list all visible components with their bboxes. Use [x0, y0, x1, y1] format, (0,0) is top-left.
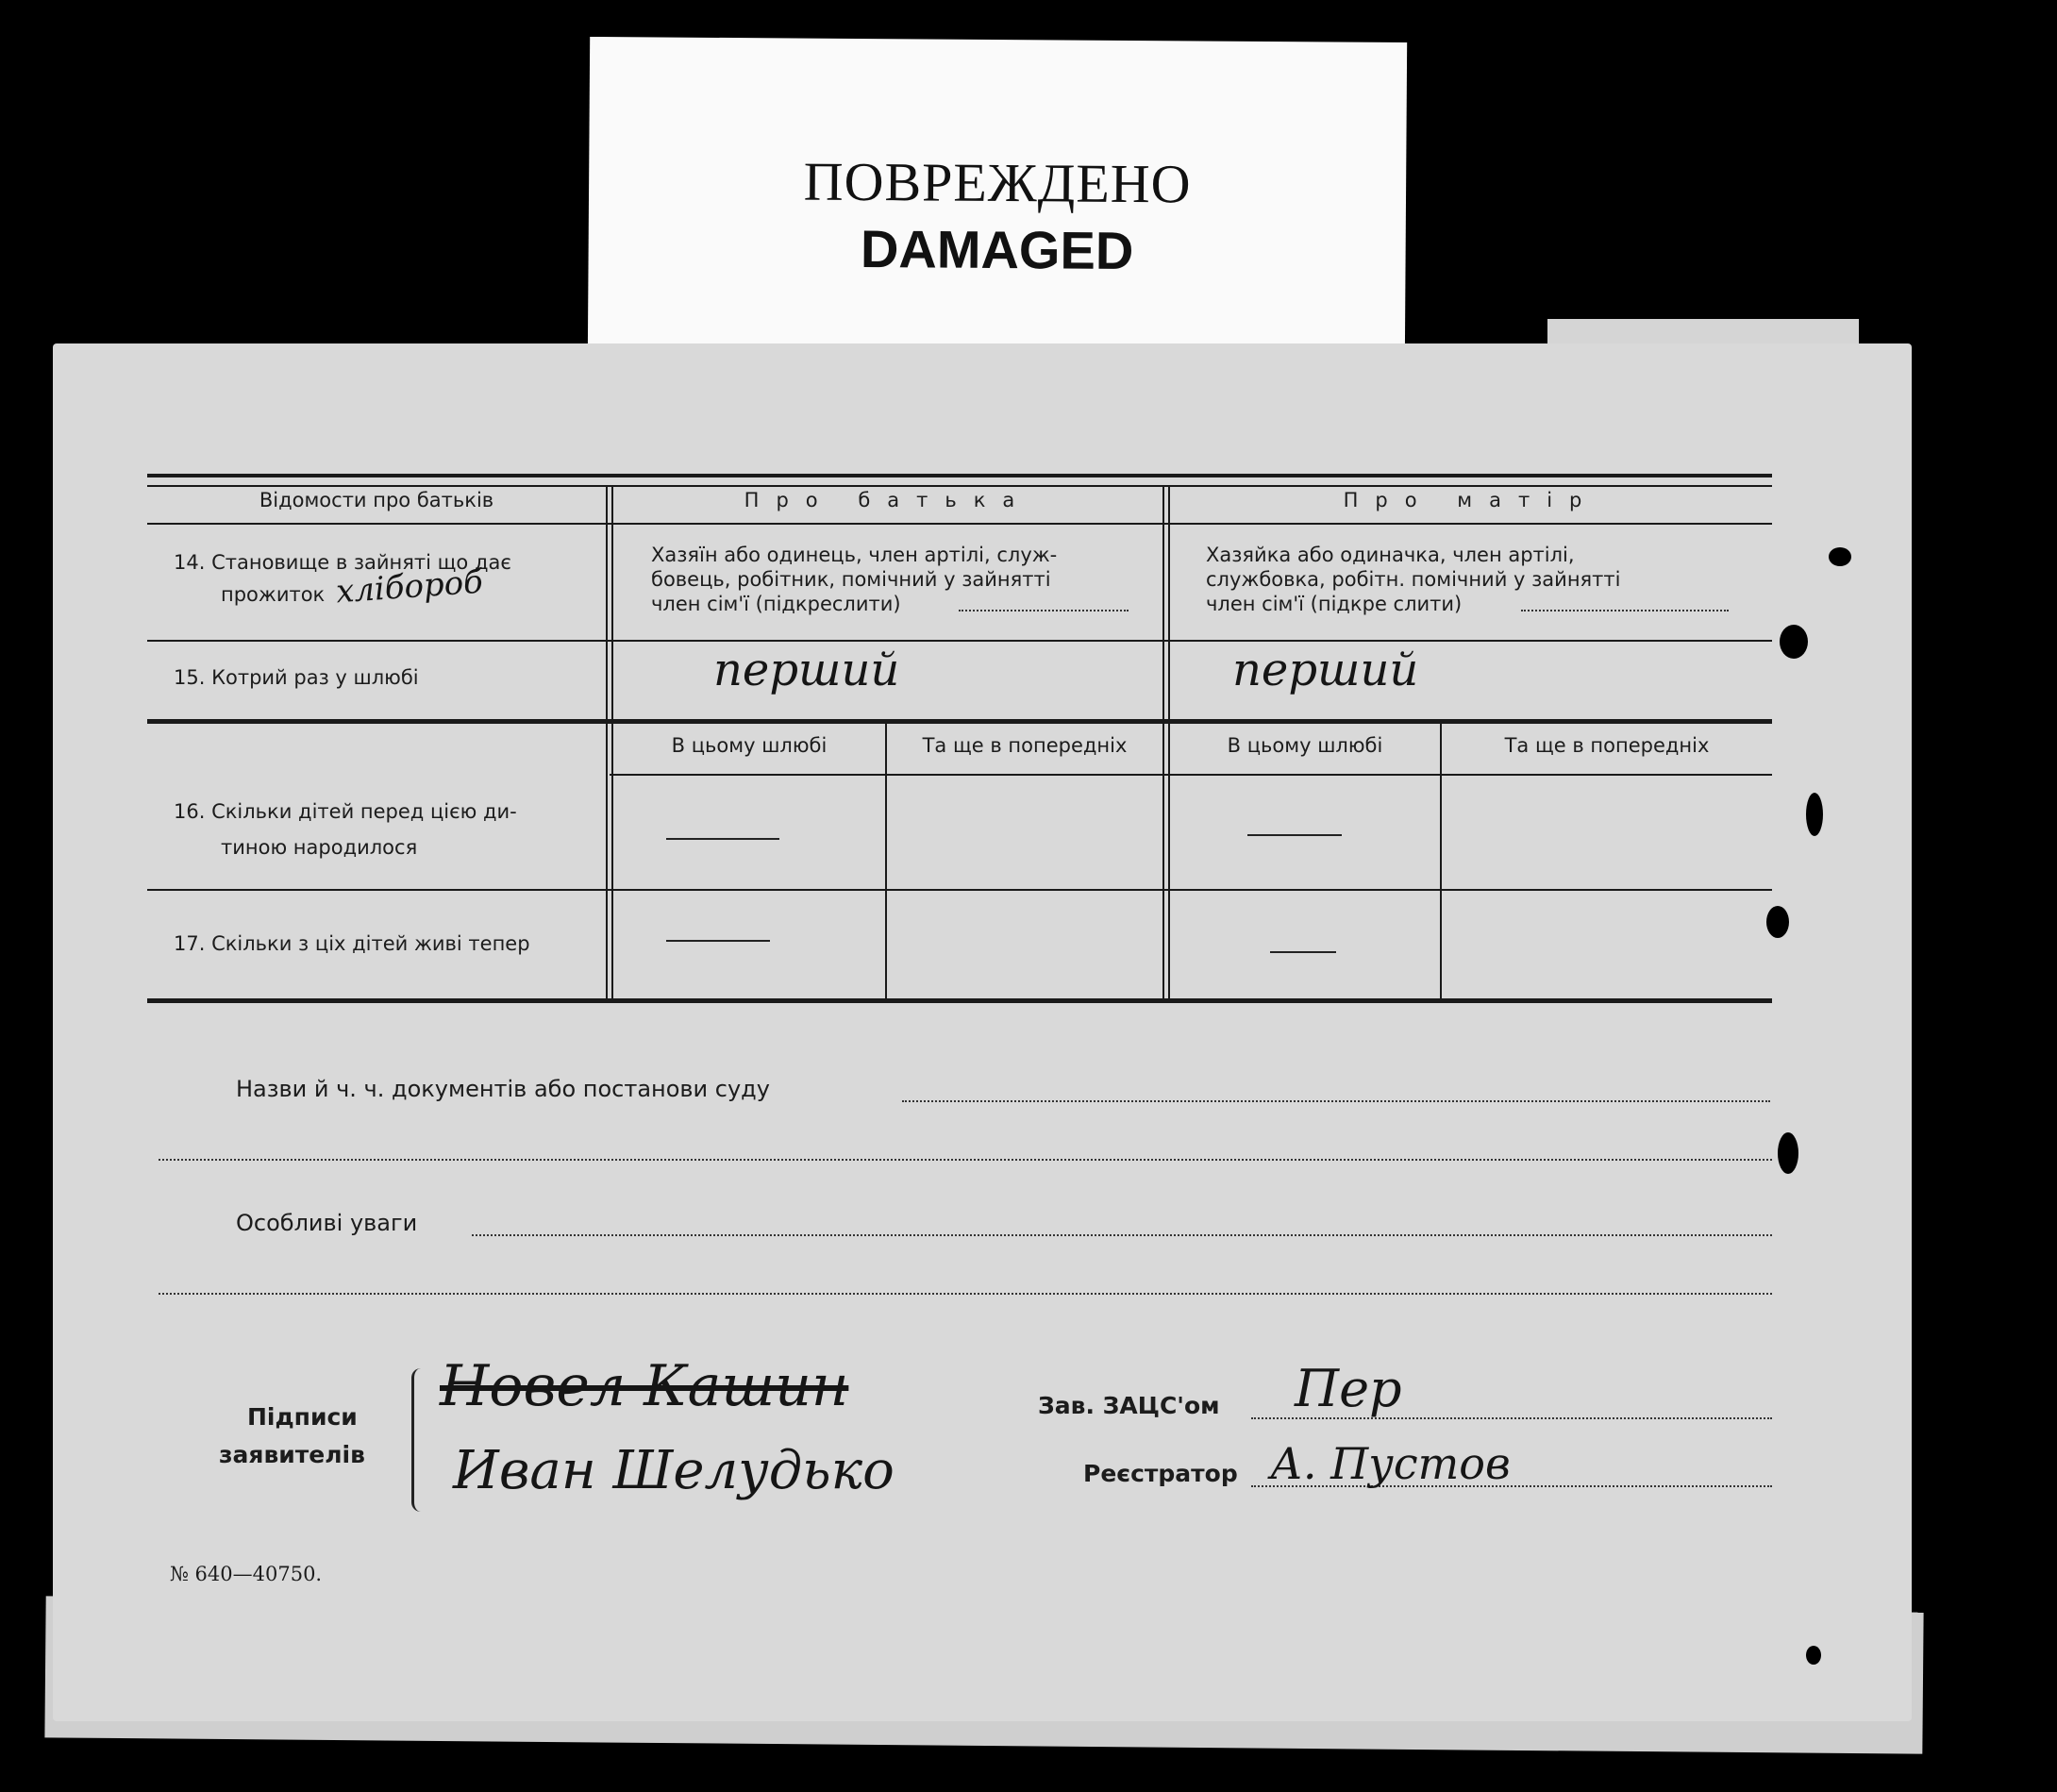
table-top-rule: [147, 474, 1772, 477]
row15-father-value: перший: [713, 644, 900, 696]
row14-father-line1: Хазяїн або одинець, член артілі, служ-: [651, 544, 1058, 566]
row16-label-line1: 16. Скільки дітей перед цією ди-: [174, 800, 517, 823]
subhead-father-this: В цьому шлюбі: [671, 734, 828, 757]
binding-hole: [1806, 1646, 1821, 1665]
row15-rule: [147, 719, 1772, 724]
col-divider-father: [885, 721, 887, 1000]
row14-label-line2: прожиток: [221, 583, 326, 606]
row14-mother-line1: Хазяйка або одиначка, член артілі,: [1206, 544, 1575, 566]
row14-mother-line3: член сім'ї (підкре слити): [1206, 593, 1463, 615]
table-top-rule-thin: [147, 485, 1772, 487]
subhead-father-previous: Та ще в попередніх: [922, 734, 1128, 757]
damaged-tag-ukrainian: ПОВРЕЖДЕНО: [803, 150, 1192, 215]
row16-mother-dash: [1247, 834, 1342, 836]
binding-hole: [1806, 793, 1823, 836]
subhead-mother-this: В цьому шлюбі: [1227, 734, 1383, 757]
remarks-label: Особливі уваги: [236, 1210, 418, 1236]
binding-hole: [1766, 906, 1789, 938]
registrar-label: Реєстратор: [1083, 1460, 1238, 1487]
header-rule: [147, 523, 1772, 525]
applicant-signature-2: Иван Шелудько: [453, 1440, 895, 1501]
remarks-line-1: [472, 1234, 1772, 1236]
row14-mother-line2: службовка, робітн. помічний у зайнятті: [1206, 568, 1621, 591]
header-mother: Про матір: [1343, 489, 1599, 511]
head-zags-label: Зав. ЗАЦС'ом: [1038, 1392, 1220, 1419]
row16-father-dash: [666, 838, 779, 840]
row17-label: 17. Скільки з ціх дітей живі тепер: [174, 932, 530, 955]
remarks-line-2: [159, 1293, 1772, 1295]
head-zags-signature: Пер: [1295, 1359, 1402, 1418]
row14-label-line1: 14. Становище в зайняті що дає: [174, 551, 511, 574]
signatures-label-line2: заявителів: [219, 1441, 365, 1468]
row16-label-line2: тиною народилося: [221, 836, 418, 859]
header-parents-info: Відомости про батьків: [259, 489, 494, 511]
row14-father-line2: бовець, робітник, помічний у зайнятті: [651, 568, 1051, 591]
damaged-tag-english: DAMAGED: [860, 218, 1134, 281]
row17-mother-dash: [1270, 951, 1336, 953]
col-divider-1a: [606, 485, 608, 1000]
row14-rule: [147, 640, 1772, 642]
row14-father-line3: член сім'ї (підкреслити): [651, 593, 901, 615]
binding-hole: [1780, 625, 1808, 659]
binding-hole: [1829, 547, 1851, 566]
form-number: № 640—40750.: [170, 1563, 323, 1585]
form-sheet: [53, 343, 1912, 1721]
documents-line-2: [159, 1159, 1772, 1161]
binding-hole: [1778, 1132, 1798, 1174]
row15-mother-value: перший: [1232, 644, 1419, 696]
row16-rule: [147, 889, 1772, 891]
col-divider-2a: [1162, 485, 1164, 1000]
row15-label: 15. Котрий раз у шлюбі: [174, 666, 419, 689]
col-divider-mother: [1440, 721, 1442, 1000]
row14-father-dots: [959, 610, 1129, 611]
signatures-label-line1: Підписи: [247, 1403, 358, 1431]
registrar-signature: А. Пустов: [1270, 1438, 1511, 1489]
row14-handwritten-occupation: хлібороб: [334, 562, 485, 611]
subhead-rule: [610, 774, 1772, 776]
table-bottom-rule: [147, 998, 1772, 1003]
damaged-tag: [588, 37, 1407, 365]
row17-father-dash: [666, 940, 770, 942]
subhead-mother-previous: Та ще в попередніх: [1504, 734, 1710, 757]
header-father: Про батька: [744, 489, 1032, 511]
signatures-brace: [411, 1368, 426, 1512]
documents-line-1: [902, 1100, 1770, 1102]
row14-mother-dots: [1521, 610, 1729, 611]
documents-label: Назви й ч. ч. документів або постанови суду: [236, 1076, 770, 1102]
applicant-signature-1: Новел Кашин: [440, 1353, 849, 1419]
